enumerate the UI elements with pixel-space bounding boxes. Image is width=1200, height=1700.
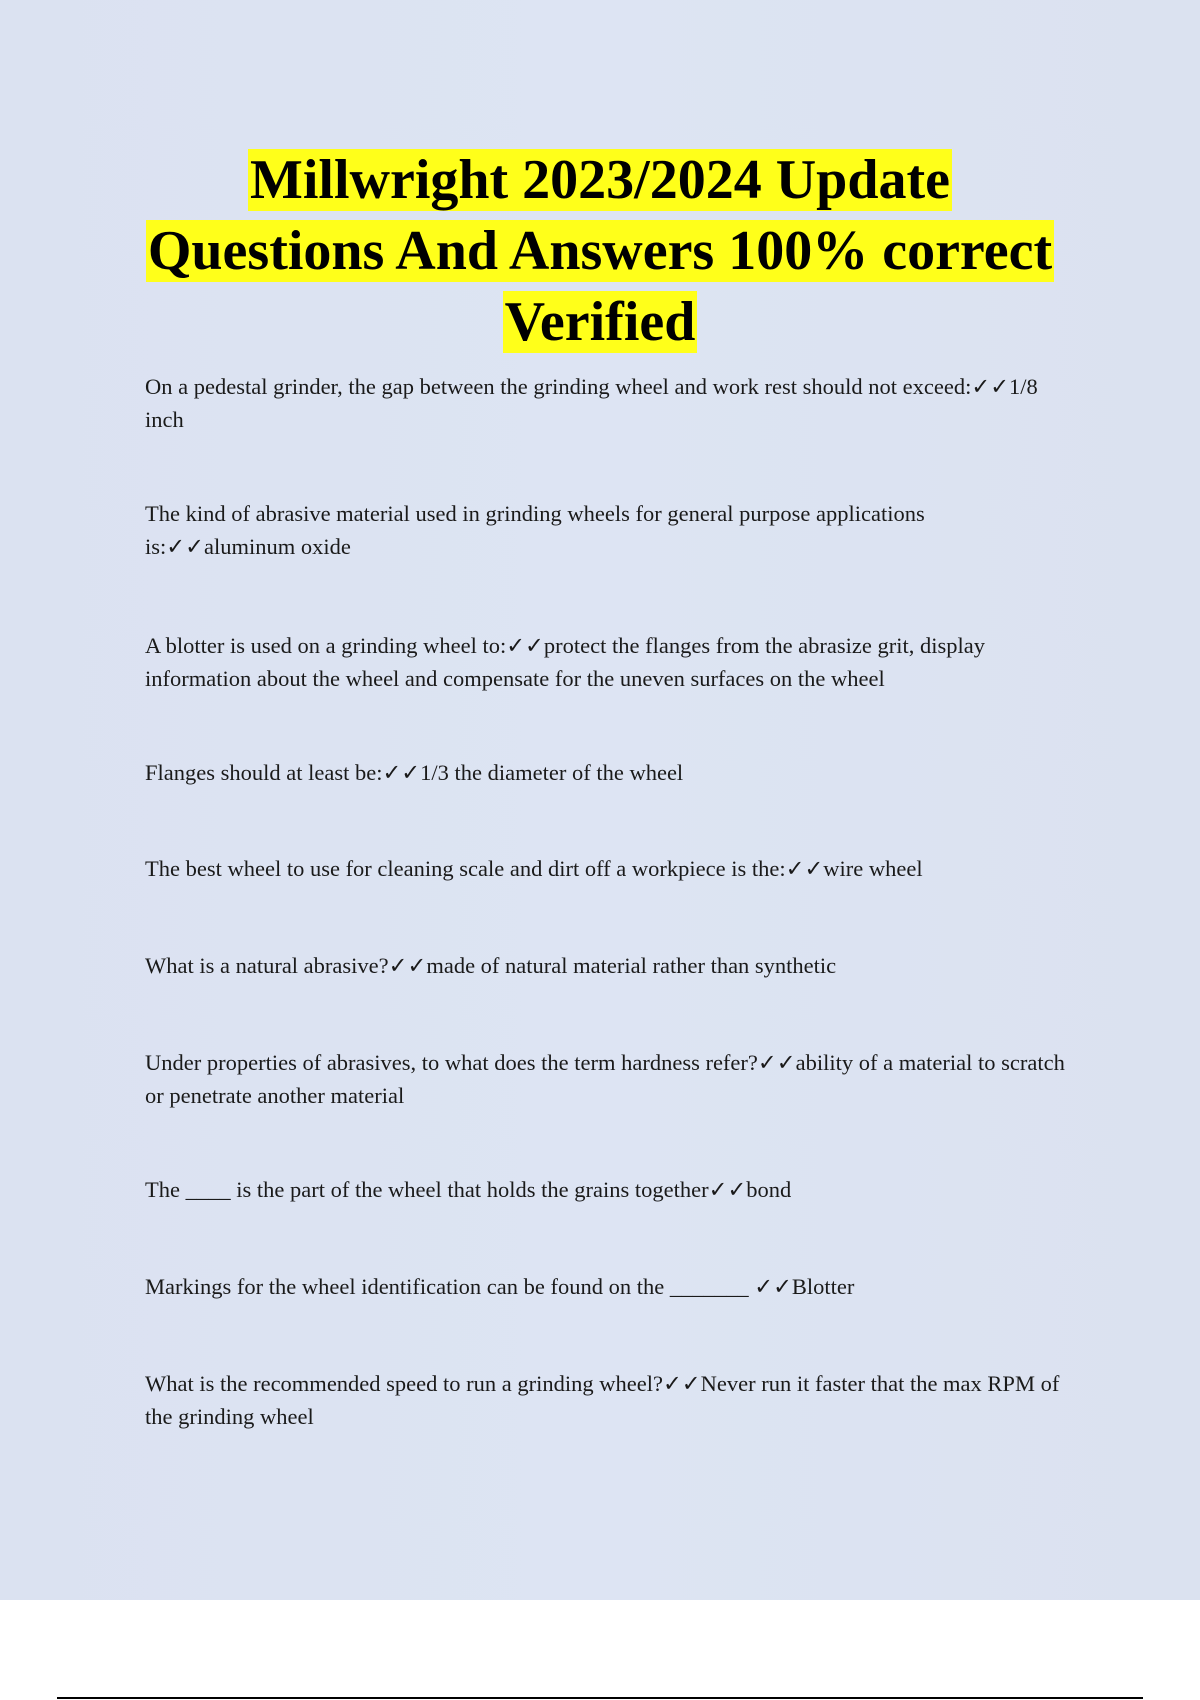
qa-item: Under properties of abrasives, to what does the term hardness refer?✓✓ability of a material to scratch or penetrate another material: [145, 1050, 1065, 1108]
qa-item: What is a natural abrasive?✓✓made of natural material rather than synthetic: [145, 953, 837, 978]
title-line: [100, 145, 1100, 216]
qa-item: Flanges should at least be:✓✓1/3 the diameter of the wheel: [145, 760, 684, 785]
qa-item: The best wheel to use for cleaning scale and dirt off a workpiece is the:✓✓wire wheel: [145, 856, 923, 881]
title-line-3-text: Verified: [504, 291, 696, 353]
qa-item: The ____ is the part of the wheel that holds the grains together✓✓bond: [145, 1177, 792, 1202]
footer-divider: [57, 1697, 1143, 1699]
title-line-1-text: Millwright 2023/2024 Update: [250, 149, 950, 211]
qa-item: The kind of abrasive material used in grinding wheels for general purpose applications is:✓✓aluminum oxide: [145, 501, 925, 559]
qa-item: Markings for the wheel identification can be found on the _______ ✓✓Blotter: [145, 1274, 855, 1299]
title-line-2-text: Questions And Answers 100% correct: [147, 220, 1053, 282]
title-line: [100, 287, 1100, 358]
title-line: [100, 216, 1100, 287]
qa-item: On a pedestal grinder, the gap between the grinding wheel and work rest should not exceed:✓✓1/8 inch: [145, 374, 1038, 432]
qa-item: A blotter is used on a grinding wheel to:✓✓protect the flanges from the abrasize grit, display information about the wheel and compensate for the uneven surfaces on the wheel: [145, 633, 985, 691]
document-title: [100, 145, 1100, 358]
qa-item: What is the recommended speed to run a grinding wheel?✓✓Never run it faster that the max RPM of the grinding wheel: [145, 1371, 1060, 1429]
